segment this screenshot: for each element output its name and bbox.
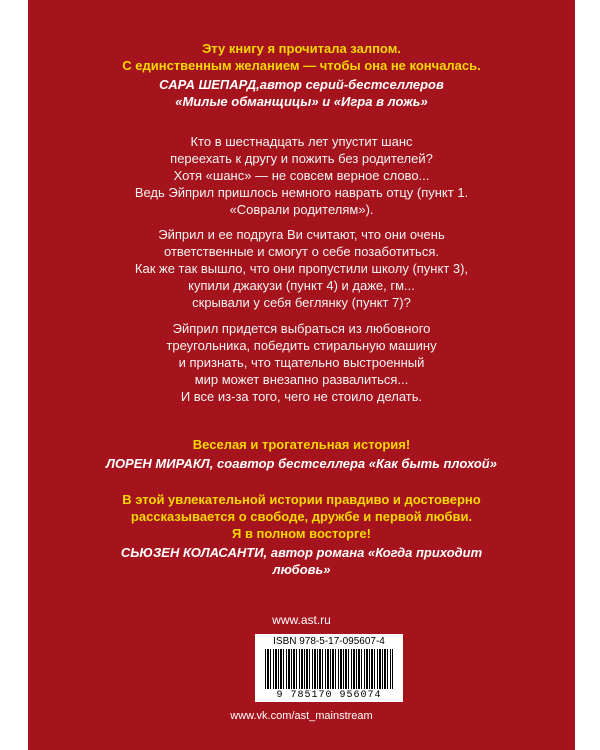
paragraph-line: ответственные и смогут о себе позаботиться. (164, 244, 439, 259)
paragraph-line: Кто в шестнадцать лет упустит шанс (190, 134, 413, 149)
vk-link[interactable]: www.vk.com/ast_mainstream (230, 710, 373, 722)
quote-line: С единственным желанием — чтобы она не кончалась. (122, 58, 481, 73)
barcode (255, 634, 403, 702)
quote-line: Я в полном восторге! (231, 526, 371, 541)
paragraph-line: Как же так вышло, что они пропустили школу (пункт 3), (134, 261, 469, 276)
attribution-line: «Милые обманщицы» и «Игра в ложь» (175, 94, 428, 109)
quote-line: В этой увлекательной истории правдиво и достоверно (122, 492, 481, 507)
attribution-line: любовь» (272, 562, 331, 577)
attribution-susane-colasanti (28, 544, 575, 578)
paragraph-line: Ведь Эйприл пришлось немного наврать отцу (пункт 1. (134, 185, 469, 200)
paragraph-line: Эйприл и ее подруга Ви считают, что они очень (158, 227, 445, 242)
paragraph-line: Эйприл придется выбраться из любовного (172, 321, 431, 336)
attribution-line: САРА ШЕПАРД,автор серий-бестселлеров (159, 77, 444, 92)
isbn-text: ISBN 978-5-17-095607-4 (273, 636, 385, 647)
attribution-lauren-myracle (28, 455, 575, 472)
paragraph-line: И все из-за того, чего не стоило делать. (180, 389, 423, 404)
paragraph-line: Хотя «шанс» — не совсем верное слово... (173, 168, 430, 183)
paragraph-line: переехать к другу и пожить без родителей? (170, 151, 433, 166)
paragraph-line: купили джакузи (пункт 4) и даже, гм... (188, 278, 415, 293)
paragraph-line: треугольника, победить стиральную машину (166, 338, 437, 353)
synopsis-paragraph-1 (28, 133, 575, 218)
attribution-line: СЬЮЗЕН КОЛАСАНТИ, автор романа «Когда приходит (120, 545, 483, 560)
barcode-number: 9 785170 956074 (276, 690, 382, 701)
quote-susane-colasanti (28, 491, 575, 542)
paragraph-line: мир может внезапно развалиться... (194, 372, 409, 387)
synopsis-paragraph-3 (28, 320, 575, 405)
quote-sara-shepard (28, 40, 575, 74)
paragraph-line: скрывали у себя беглянку (пункт 7)? (192, 295, 411, 310)
publisher-website[interactable]: www.ast.ru (272, 613, 331, 627)
paragraph-line: «Соврали родителям»). (229, 202, 374, 217)
attribution-sara-shepard (28, 76, 575, 110)
quote-line: рассказывается о свободе, дружбе и первой любви. (130, 509, 473, 524)
quote-line: Веселая и трогательная история! (192, 437, 411, 452)
synopsis-paragraph-2 (28, 226, 575, 311)
attribution-line: ЛОРЕН МИРАКЛ, соавтор бестселлера «Как быть плохой» (106, 456, 497, 471)
barcode-bars (265, 649, 393, 689)
paragraph-line: и признать, что тщательно выстроенный (178, 355, 425, 370)
quote-line: Эту книгу я прочитала залпом. (202, 41, 401, 56)
quote-lauren-myracle (28, 436, 575, 453)
back-cover (28, 0, 575, 750)
